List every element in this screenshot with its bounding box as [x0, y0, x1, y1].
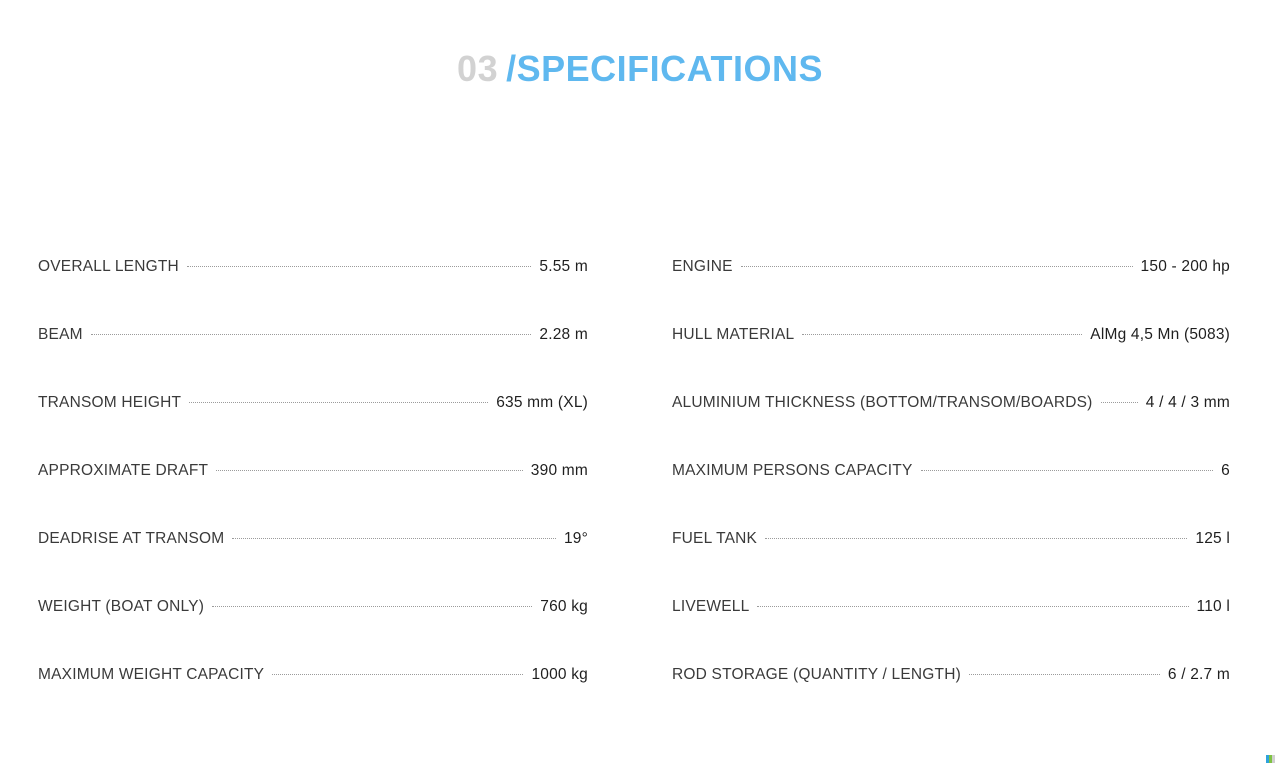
spec-leader-dots [212, 605, 532, 607]
spec-leader-dots [969, 673, 1160, 675]
spec-value: 6 [1221, 462, 1230, 479]
section-title: /SPECIFICATIONS [506, 48, 823, 89]
spec-leader-dots [272, 673, 523, 675]
spec-row [38, 258, 588, 326]
spec-row [672, 598, 1230, 666]
specifications-columns [0, 258, 1280, 734]
spec-label: MAXIMUM WEIGHT CAPACITY [38, 666, 265, 683]
spec-row [672, 666, 1230, 734]
spec-leader-dots [232, 537, 556, 539]
spec-label: ALUMINIUM THICKNESS (BOTTOM/TRANSOM/BOARDS) [672, 394, 1093, 411]
page-title [0, 0, 1280, 90]
spec-leader-dots [765, 537, 1187, 539]
spec-leader-dots [216, 469, 523, 471]
spec-label: HULL MATERIAL [672, 326, 795, 343]
spec-row [38, 394, 588, 462]
spec-value: 19° [563, 530, 588, 547]
spec-label: WEIGHT (BOAT ONLY) [38, 598, 205, 615]
spec-row [672, 326, 1230, 394]
spec-label: OVERALL LENGTH [38, 258, 179, 275]
spec-value: 1000 kg [531, 666, 588, 683]
spec-leader-dots [757, 605, 1188, 607]
spec-row [38, 530, 588, 598]
specifications-column-left [0, 258, 672, 734]
section-number: 03 [457, 48, 499, 89]
spec-label: LIVEWELL [672, 598, 750, 615]
spec-label: APPROXIMATE DRAFT [38, 462, 209, 479]
spec-row [38, 326, 588, 394]
spec-value: 4 / 4 / 3 mm [1145, 394, 1230, 411]
spec-leader-dots [187, 265, 531, 267]
spec-leader-dots [1101, 401, 1138, 403]
spec-label: ROD STORAGE (QUANTITY / LENGTH) [672, 666, 961, 683]
spec-leader-dots [802, 333, 1082, 335]
spec-row [672, 258, 1230, 326]
specifications-column-right [672, 258, 1280, 734]
spec-leader-dots [741, 265, 1133, 267]
spec-label: ENGINE [672, 258, 733, 275]
spec-value: 2.28 m [539, 326, 588, 343]
spec-row [38, 666, 588, 734]
spec-row [672, 462, 1230, 530]
spec-label: DEADRISE AT TRANSOM [38, 530, 225, 547]
spec-row [672, 530, 1230, 598]
spec-value: 110 l [1196, 598, 1230, 615]
spec-value: AlMg 4,5 Mn (5083) [1090, 326, 1230, 343]
spec-value: 635 mm (XL) [496, 394, 588, 411]
spec-value: 125 l [1195, 530, 1230, 547]
spec-value: 6 / 2.7 m [1167, 666, 1230, 683]
spec-label: TRANSOM HEIGHT [38, 394, 182, 411]
spec-row [672, 394, 1230, 462]
spec-value: 5.55 m [539, 258, 588, 275]
spec-label: BEAM [38, 326, 83, 343]
spec-leader-dots [921, 469, 1214, 471]
spec-leader-dots [91, 333, 532, 335]
spec-value: 760 kg [540, 598, 588, 615]
spec-row [38, 598, 588, 666]
spec-value: 390 mm [530, 462, 588, 479]
spec-label: MAXIMUM PERSONS CAPACITY [672, 462, 913, 479]
spec-row [38, 462, 588, 530]
spec-leader-dots [189, 401, 488, 403]
spec-label: FUEL TANK [672, 530, 758, 547]
spec-value: 150 - 200 hp [1140, 258, 1230, 275]
color-registration-mark [1266, 755, 1276, 763]
